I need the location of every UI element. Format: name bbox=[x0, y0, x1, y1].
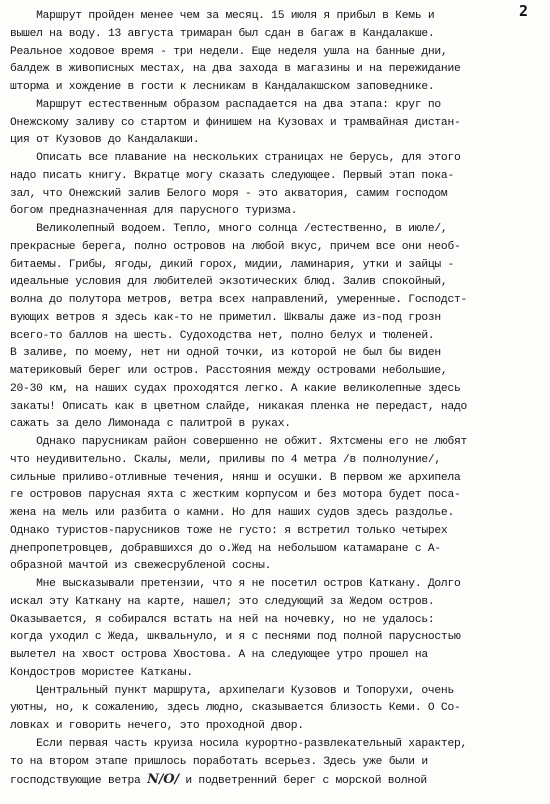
text-line: шторма и хождение в гости к лесникам в Кандалакшском заповеднике. bbox=[10, 81, 435, 93]
text-line: прекрасные берега, полно островов на любой вкус, причем все они необ- bbox=[10, 240, 461, 253]
text-line: В заливе, по моему, нет ни одной точки, из которой не был бы виден bbox=[10, 347, 441, 360]
text-line: 20-30 км, на наших судах проходятся легко. А какие великолепные здесь bbox=[10, 382, 461, 395]
text-line: что неудивительно. Скалы, мели, приливы по 4 метра /в полнолуние/, bbox=[10, 453, 441, 466]
text-line-start: господствующие ветра bbox=[10, 775, 141, 788]
text-line: вылетел на хвост острова Хвостова. А на следующее утро прошел на bbox=[10, 649, 428, 661]
text-line-end: и подветренний берег с морской волной bbox=[178, 775, 427, 788]
text-line: зал, что Онежский залив Белого моря - это акватория, самим господом bbox=[10, 187, 448, 200]
text-line: Центральный пункт маршрута, архипелаги Кузовов и Топорухи, очень bbox=[10, 684, 454, 697]
text-line: ге островов парусная яхта с жестким корпусом и без мотора будет поса- bbox=[10, 489, 461, 502]
text-line: искал эту Катканy на карте, нашел; это следующий за Жедом остров. bbox=[10, 595, 435, 608]
text-line: сажать за дело Лимонада с палитрой в руках. bbox=[10, 418, 291, 431]
text-line: днепропетровцев, добравшихся до о.Жед на небольшом катамаране с А- bbox=[10, 542, 441, 555]
text-line: всего-то баллов на шесть. Судоходства нет, полно белух и тюленей. bbox=[10, 329, 435, 342]
text-line: закаты! Описать как в цветном слайде, никакая пленка не передаст, надо bbox=[10, 400, 468, 413]
handwritten-annotation: N/O/ bbox=[147, 772, 179, 788]
text-line: Однако туристов-парусников тоже не густо: я встретил только четырех bbox=[10, 524, 448, 537]
text-line: уютны, но, к сожалению, здесь людно, сказывается близость Кеми. О Со- bbox=[10, 702, 461, 715]
text-line: сильные приливо-отливные течения, нянш и осушки. В первом же архипела bbox=[10, 471, 461, 484]
text-line: то на втором этапе пришлось поработать всерьез. Здесь уже были и bbox=[10, 755, 428, 768]
text-line: Онежскому заливу со стартом и финишем на Кузовах и трамвайная дистан- bbox=[10, 116, 461, 129]
text-line: Однако парусникам район совершенно не обжит. Яхтсмены его не любят bbox=[10, 436, 468, 448]
text-line: Реальное ходовое время - три недели. Еще неделя ушла на банные дни, bbox=[10, 45, 448, 58]
text-line: Оказывается, я собирался встать на ней на ночевку, но не удалось: bbox=[10, 613, 435, 626]
text-line: волна до полутора метров, ветра всех направлений, умеренные. Господст- bbox=[10, 294, 468, 306]
text-line: Если первая часть круиза носила курортно-развлекательный характер, bbox=[10, 737, 468, 750]
text-line: жена на мель или разбита о камни. Но для наших судов здесь раздолье. bbox=[10, 507, 454, 519]
text-line: когда уходил с Жеда, шквальнуло, и я с песнями под полной парусностью bbox=[10, 631, 461, 644]
text-line: ция от Кузовов до Кандалакши. bbox=[10, 134, 200, 147]
text-line: Великолепный водоем. Тепло, много солнца /естественно, в июле/, bbox=[10, 223, 448, 235]
text-line: идеальные условия для любителей экзотических блюд. Залив спокойный, bbox=[10, 276, 448, 289]
text-line: Маршрут естественным образом распадается на два этапа: круг по bbox=[10, 98, 441, 111]
text-line: балдеж в живописных местах, на два захода в магазины и на пережидание bbox=[10, 63, 461, 76]
text-line: битаемы. Грибы, ягоды, дикий горох, мидии, ламинария, утки и зайцы - bbox=[10, 258, 454, 271]
text-line: Мне высказывали претензии, что я не посетил остров Катканy. Долго bbox=[10, 578, 461, 590]
text-line: надо писать книгу. Вкратце могу сказать следующее. Первый этап пока- bbox=[10, 169, 454, 182]
text-line: образной мачтой из свежесрубленой сосны. bbox=[10, 560, 272, 573]
text-line: богом предназначенная для парусного туризма. bbox=[10, 205, 298, 218]
text-line: материковый берег или остров. Расстояния между островами небольшие, bbox=[10, 365, 448, 377]
text-line: Маршрут пройден менее чем за месяц. 15 июля я прибыл в Кемь и bbox=[10, 10, 435, 22]
text-line: ловках и говорить нечего, это проходной двор. bbox=[10, 720, 304, 732]
text-line: вышел на воду. 13 августа тримаран был сдан в багаж в Кандалакше. bbox=[10, 27, 435, 40]
text-line: Кондостров мористее Катканы. bbox=[10, 666, 193, 679]
text-line: вующих ветров я здесь как-то не приметил. Шквалы даже из-под грозн bbox=[10, 311, 441, 324]
text-line bbox=[10, 771, 542, 789]
body-text bbox=[10, 8, 542, 789]
page-number: 2 bbox=[518, 2, 528, 20]
text-line: Описать все плавание на нескольких страницах не берусь, для этого bbox=[10, 152, 461, 164]
